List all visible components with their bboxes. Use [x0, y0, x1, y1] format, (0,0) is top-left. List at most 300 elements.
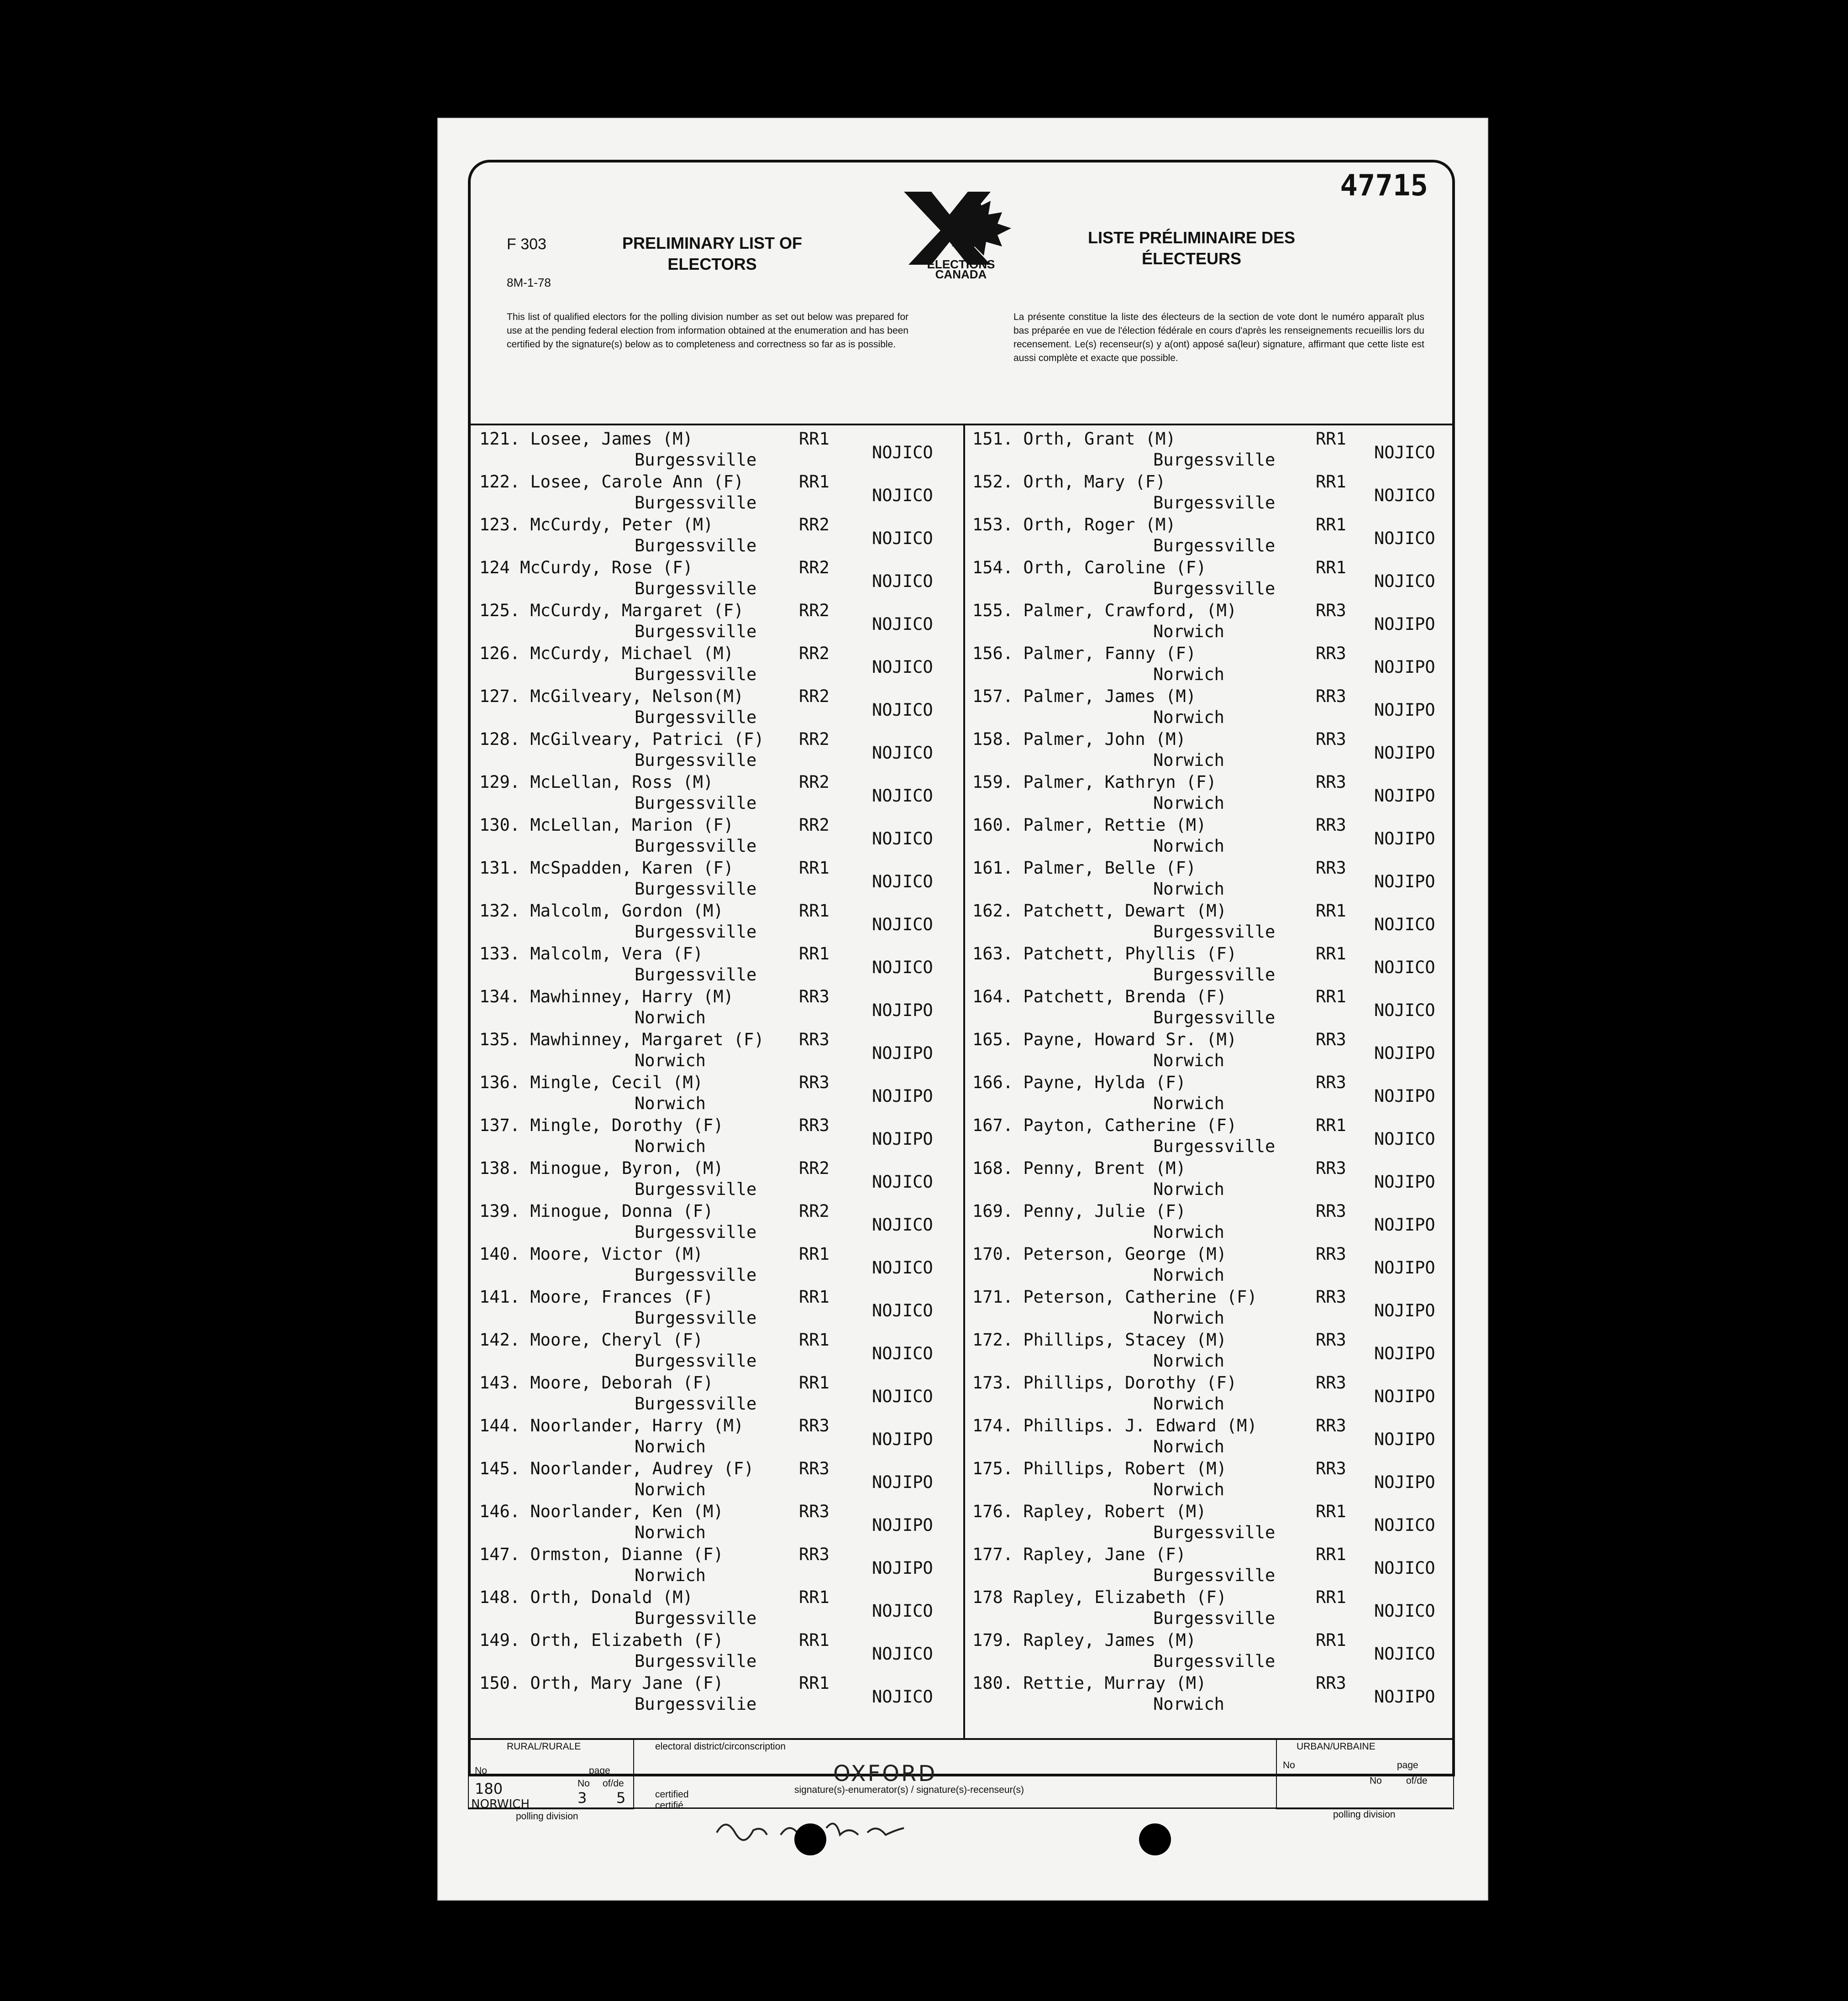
elector-place: Burgessville — [635, 579, 757, 598]
elector-postal-code: NOJICO — [872, 1301, 933, 1320]
urban-page-label: page — [1397, 1760, 1418, 1771]
elector-number-and-name — [972, 686, 1196, 706]
elector-entry — [972, 858, 1456, 901]
elector-postal-code: NOJIPO — [1374, 1472, 1435, 1492]
elector-postal-code: NOJICO — [872, 1344, 933, 1363]
elector-entry — [972, 429, 1456, 472]
title-french: LISTE PRÉLIMINAIRE DES ÉLECTEURS — [1087, 228, 1296, 268]
elector-name: Moore, Deborah (F) — [530, 1373, 714, 1393]
elector-number-and-name — [972, 644, 1196, 663]
elector-route: RR3 — [799, 987, 830, 1006]
elector-number: 127. — [479, 686, 520, 706]
elector-route: RR3 — [1316, 601, 1346, 620]
elector-name: Orth, Roger (M) — [1023, 515, 1176, 534]
elector-entry — [479, 429, 963, 472]
elector-entry — [479, 644, 963, 686]
elector-entry — [972, 1201, 1456, 1244]
elector-postal-code: NOJICO — [872, 872, 933, 891]
elector-name: Malcolm, Vera (F) — [530, 944, 704, 964]
elector-postal-code: NOJIPO — [872, 1086, 933, 1106]
elector-name: Palmer, Crawford, (M) — [1023, 601, 1237, 620]
elector-name: McLellan, Marion (F) — [530, 815, 734, 835]
elector-entry — [479, 1545, 963, 1587]
elector-number: 146. — [479, 1502, 520, 1521]
elector-name: Rapley, Robert (M) — [1023, 1502, 1207, 1521]
elector-entry — [972, 901, 1456, 944]
rural-of-label: of/de — [603, 1778, 624, 1789]
elector-place: Burgessville — [635, 1651, 757, 1671]
elector-route: RR1 — [799, 901, 830, 921]
elector-entry — [972, 1630, 1456, 1673]
elector-entry — [479, 1116, 963, 1158]
rural-division-place: NORWICH — [471, 1797, 530, 1811]
elector-postal-code: NOJICO — [872, 1644, 933, 1664]
polling-division-label: polling division — [516, 1811, 578, 1822]
elector-route: RR1 — [799, 1287, 830, 1307]
elector-number-and-name — [972, 1416, 1257, 1435]
elector-place: Burgessville — [635, 1265, 757, 1285]
elector-number: 157. — [972, 686, 1013, 706]
elector-place: Norwich — [635, 1137, 706, 1156]
elector-name: McCurdy, Michael (M) — [530, 644, 734, 663]
intro-text-english: This list of qualified electors for the polling division number as set out below was prepared for use at the pending federal election from information obtained at the enumeration and has been certified by the signature(s) below as to completeness and correctness so far as is possible. — [507, 312, 908, 350]
elector-number-and-name — [972, 1545, 1186, 1564]
elector-name: Losee, James (M) — [530, 429, 693, 449]
elector-name: Penny, Julie (F) — [1023, 1201, 1186, 1221]
elector-entry — [479, 1502, 963, 1545]
elector-place: Norwich — [1153, 665, 1224, 684]
elector-route: RR1 — [799, 429, 830, 449]
elector-place: Norwich — [1153, 793, 1224, 813]
elector-number: 147. — [479, 1545, 520, 1564]
elector-entry — [479, 1158, 963, 1201]
elector-entry — [972, 772, 1456, 815]
elector-postal-code: NOJIPO — [1374, 1043, 1435, 1063]
elector-route: RR2 — [799, 558, 830, 577]
list-top-rule — [468, 424, 1452, 425]
punch-hole-right — [1139, 1823, 1171, 1855]
elector-number-and-name — [479, 686, 744, 706]
elector-postal-code: NOJICO — [872, 700, 933, 720]
elector-number-and-name — [972, 1158, 1186, 1178]
elector-number: 174. — [972, 1416, 1013, 1435]
elector-name: Palmer, John (M) — [1023, 729, 1186, 749]
elector-place: Norwich — [635, 1480, 706, 1499]
elector-place: Norwich — [635, 1008, 706, 1027]
elector-number-and-name — [972, 729, 1186, 749]
elector-postal-code: NOJIPO — [1374, 1172, 1435, 1192]
elector-name: Palmer, Belle (F) — [1023, 858, 1197, 878]
elector-route: RR1 — [799, 1587, 830, 1607]
elector-name: Palmer, Kathryn (F) — [1023, 772, 1217, 792]
elector-number-and-name — [972, 772, 1217, 792]
elector-place: Burgessville — [635, 493, 757, 513]
elector-place: Burgessville — [635, 965, 757, 985]
elector-number-and-name — [972, 1459, 1227, 1478]
elector-number: 156. — [972, 644, 1013, 663]
elector-number: 145. — [479, 1459, 520, 1478]
elector-place: Norwich — [1153, 836, 1224, 856]
elector-entry — [972, 1373, 1456, 1416]
elector-entry — [972, 601, 1456, 644]
elector-number: 169. — [972, 1201, 1013, 1221]
elector-number-and-name — [479, 1587, 693, 1607]
elector-route: RR3 — [799, 1545, 830, 1564]
elector-postal-code: NOJICO — [872, 571, 933, 591]
elector-postal-code: NOJICO — [872, 443, 933, 462]
elector-name: Phillips. J. Edward (M) — [1023, 1416, 1257, 1435]
elector-route: RR3 — [1316, 1459, 1346, 1478]
elector-postal-code: NOJIPO — [1374, 1387, 1435, 1406]
urban-no-label: No — [1283, 1760, 1295, 1771]
elector-entry — [972, 1502, 1456, 1545]
elector-name: Penny, Brent (M) — [1023, 1158, 1186, 1178]
elector-postal-code: NOJICO — [872, 958, 933, 977]
elector-number: 125. — [479, 601, 520, 620]
elector-postal-code: NOJIPO — [1374, 657, 1435, 677]
rural-division-number: 180 — [475, 1780, 503, 1797]
elector-entry — [479, 729, 963, 772]
elector-route: RR3 — [1316, 815, 1346, 835]
intro-text-french: La présente constitue la liste des électeurs de la section de vote dont le numéro apparaît plus bas préparée en vue de l'élection fédérale en cours d'après les renseignements recueillis lors du recensement. Le(s) recenseur(s) y a(ont) apposé sa(leur) signature, affirmant que cette liste est aussi complète et exacte que possible. — [1013, 312, 1424, 363]
elector-route: RR3 — [1316, 1673, 1346, 1693]
elector-postal-code: NOJIPO — [1374, 1086, 1435, 1106]
elector-number-and-name — [972, 901, 1227, 921]
urban-label: URBAN/URBAINE — [1297, 1741, 1376, 1752]
elector-route: RR1 — [799, 1330, 830, 1350]
elector-place: Norwich — [1153, 1222, 1224, 1242]
title-english: PRELIMINARY LIST OF ELECTORS — [622, 234, 802, 273]
elector-number: 179. — [972, 1630, 1013, 1650]
elector-name: Patchett, Dewart (M) — [1023, 901, 1227, 921]
elector-name: Malcolm, Gordon (M) — [530, 901, 724, 921]
elector-entry — [479, 1030, 963, 1073]
elector-route: RR1 — [799, 944, 830, 964]
elector-place: Burgessville — [1153, 536, 1276, 555]
elector-route: RR3 — [799, 1416, 830, 1435]
elector-name: Orth, Mary (F) — [1023, 472, 1166, 492]
elector-entry — [972, 987, 1456, 1030]
svg-text:ELECTIONS: ELECTIONS — [927, 257, 995, 271]
elector-number: 143. — [479, 1373, 520, 1393]
elector-entry — [479, 1587, 963, 1630]
elector-number: 138. — [479, 1158, 520, 1178]
elector-entry — [479, 1073, 963, 1116]
elector-place: Norwich — [635, 1437, 706, 1456]
elector-postal-code: NOJIPO — [1374, 743, 1435, 763]
elector-name: Noorlander, Ken (M) — [530, 1502, 724, 1521]
elector-name: Minogue, Donna (F) — [530, 1201, 714, 1221]
elector-entry — [479, 1416, 963, 1459]
elector-postal-code: NOJICO — [1374, 529, 1435, 548]
elector-name: McGilveary, Patrici (F) — [530, 729, 764, 749]
elector-entry — [479, 901, 963, 944]
elector-number-and-name — [479, 815, 734, 835]
elector-entry — [479, 1630, 963, 1673]
elector-postal-code: NOJICO — [872, 1687, 933, 1707]
elector-place: Burgessville — [635, 836, 757, 856]
elector-entry — [479, 1244, 963, 1287]
elector-name: Mawhinney, Margaret (F) — [530, 1030, 764, 1049]
elector-place: Burgessville — [635, 536, 757, 555]
elector-number-and-name — [479, 1330, 703, 1350]
elector-route: RR2 — [799, 644, 830, 663]
elector-number-and-name — [479, 858, 734, 878]
elector-entry — [972, 1459, 1456, 1502]
elector-place: Norwich — [1153, 1480, 1224, 1499]
elector-route: RR1 — [1316, 515, 1346, 534]
elector-place: Burgessville — [635, 707, 757, 727]
elector-name: Noorlander, Audrey (F) — [530, 1459, 754, 1478]
elector-number: 152. — [972, 472, 1013, 492]
elector-name: Rapley, Jane (F) — [1023, 1545, 1186, 1564]
elector-entry — [972, 1330, 1456, 1373]
elector-route: RR2 — [799, 686, 830, 706]
elector-postal-code: NOJICO — [872, 1215, 933, 1235]
elector-route: RR1 — [1316, 1630, 1346, 1650]
elector-number-and-name — [972, 1116, 1237, 1135]
elector-name: Rapley, James (M) — [1023, 1630, 1197, 1650]
elector-place: Burgessville — [1153, 1566, 1276, 1585]
elector-place: Burgessville — [635, 922, 757, 942]
elector-number-and-name — [972, 987, 1227, 1006]
elector-number: 139. — [479, 1201, 520, 1221]
elector-route: RR1 — [1316, 558, 1346, 577]
elector-route: RR1 — [799, 472, 830, 492]
elector-name: Moore, Cheryl (F) — [530, 1330, 704, 1350]
elector-entry — [479, 1287, 963, 1330]
district-value: OXFORD — [833, 1761, 937, 1786]
elector-number-and-name — [479, 1459, 754, 1478]
elector-postal-code: NOJIPO — [1374, 1258, 1435, 1278]
elector-postal-code: NOJICO — [872, 1172, 933, 1192]
elector-entry — [972, 944, 1456, 987]
elector-number: 173. — [972, 1373, 1013, 1393]
elector-route: RR1 — [1316, 901, 1346, 921]
elector-route: RR3 — [1316, 1373, 1346, 1393]
elector-entry — [479, 1330, 963, 1373]
elector-place: Burgessville — [1153, 1651, 1276, 1671]
elector-name: Phillips, Dorothy (F) — [1023, 1373, 1237, 1393]
elector-place: Norwich — [635, 1523, 706, 1542]
elector-route: RR1 — [1316, 472, 1346, 492]
elector-number-and-name — [479, 644, 734, 663]
elector-number-and-name — [479, 772, 713, 792]
elector-route: RR1 — [1316, 1545, 1346, 1564]
elector-postal-code: NOJIPO — [1374, 829, 1435, 849]
elector-number-and-name — [972, 1073, 1186, 1092]
elector-number: 167. — [972, 1116, 1013, 1135]
elector-entry — [479, 1373, 963, 1416]
elector-number-and-name — [479, 1373, 713, 1393]
electors-column-left — [479, 429, 963, 1716]
rural-no-label: No — [475, 1765, 487, 1776]
elector-postal-code: NOJIPO — [872, 1043, 933, 1063]
elector-number: 148. — [479, 1587, 520, 1607]
elector-place: Norwich — [635, 1051, 706, 1070]
elector-number: 144. — [479, 1416, 520, 1435]
elector-name: Phillips, Robert (M) — [1023, 1459, 1227, 1478]
elector-number-and-name — [479, 1545, 724, 1564]
elector-route: RR1 — [1316, 1587, 1346, 1607]
elector-route: RR2 — [799, 1158, 830, 1178]
elector-number: 175. — [972, 1459, 1013, 1478]
elector-number: 161. — [972, 858, 1013, 878]
elector-number-and-name — [479, 472, 744, 492]
urban-of-label: of/de — [1406, 1776, 1428, 1786]
elector-route: RR2 — [799, 772, 830, 792]
elector-place: Burgessville — [635, 879, 757, 899]
elector-number: 171. — [972, 1287, 1013, 1307]
elector-number-and-name — [479, 1287, 713, 1307]
elector-number: 130. — [479, 815, 520, 835]
elector-route: RR3 — [1316, 1330, 1346, 1350]
elector-number-and-name — [479, 1416, 744, 1435]
elector-number: 178 — [972, 1587, 1003, 1607]
elector-place: Burgessville — [635, 450, 757, 470]
elector-postal-code: NOJIPO — [1374, 1301, 1435, 1320]
elector-name: McCurdy, Peter (M) — [530, 515, 714, 534]
elector-postal-code: NOJIPO — [1374, 614, 1435, 634]
elector-entry — [479, 944, 963, 987]
elector-postal-code: NOJICO — [1374, 1558, 1435, 1578]
elector-number: 141. — [479, 1287, 520, 1307]
form-date: 8M-1-78 — [507, 276, 551, 289]
elector-number: 142. — [479, 1330, 520, 1350]
page-total: 5 — [616, 1789, 626, 1807]
elector-route: RR3 — [799, 1502, 830, 1521]
elector-route: RR1 — [799, 1244, 830, 1264]
elector-postal-code: NOJICO — [1374, 1129, 1435, 1149]
elector-number-and-name — [972, 472, 1166, 492]
elector-name: McLellan, Ross (M) — [530, 772, 714, 792]
elector-number: 129. — [479, 772, 520, 792]
elector-place: Burgessville — [1153, 1137, 1276, 1156]
elector-number-and-name — [479, 1201, 713, 1221]
elector-postal-code: NOJICO — [1374, 486, 1435, 505]
urban-no2-label: No — [1370, 1776, 1382, 1786]
elector-entry — [972, 1545, 1456, 1587]
page-number: 3 — [578, 1789, 587, 1807]
elector-name: McSpadden, Karen (F) — [530, 858, 734, 878]
elector-route: RR2 — [799, 515, 830, 534]
elector-postal-code: NOJICO — [872, 1601, 933, 1621]
elector-number: 180. — [972, 1673, 1013, 1693]
elector-route: RR3 — [799, 1073, 830, 1092]
elector-number: 158. — [972, 729, 1013, 749]
elector-number: 136. — [479, 1073, 520, 1092]
elector-postal-code: NOJIPO — [872, 1472, 933, 1492]
elector-number-and-name — [972, 858, 1196, 878]
elector-number-and-name — [479, 1158, 724, 1178]
elector-postal-code: NOJICO — [872, 915, 933, 934]
elector-number-and-name — [972, 515, 1176, 534]
column-divider — [963, 425, 965, 1738]
elector-number-and-name — [972, 944, 1237, 964]
urban-polling-label: polling division — [1333, 1809, 1396, 1820]
elector-route: RR2 — [799, 601, 830, 620]
elector-postal-code: NOJICO — [872, 1258, 933, 1278]
elector-postal-code: NOJICO — [1374, 1515, 1435, 1535]
elector-postal-code: NOJIPO — [1374, 786, 1435, 806]
elector-number: 153. — [972, 515, 1013, 534]
rural-label: RURAL/RURALE — [507, 1741, 581, 1752]
elector-number: 123. — [479, 515, 520, 534]
elector-number: 155. — [972, 601, 1013, 620]
elector-number: 137. — [479, 1116, 520, 1135]
elector-route: RR3 — [1316, 1244, 1346, 1264]
elector-place: Norwich — [1153, 1694, 1224, 1714]
elector-route: RR3 — [1316, 858, 1346, 878]
elector-place: Burgessville — [635, 750, 757, 770]
elector-entry — [972, 1158, 1456, 1201]
elector-postal-code: NOJICO — [1374, 1000, 1435, 1020]
elector-name: McCurdy, Margaret (F) — [530, 601, 744, 620]
elector-entry — [479, 1201, 963, 1244]
elector-number: 170. — [972, 1244, 1013, 1264]
elector-number: 162. — [972, 901, 1013, 921]
serial-number: 47715 — [1340, 169, 1428, 203]
elector-name: Moore, Victor (M) — [530, 1244, 704, 1264]
elector-postal-code: NOJICO — [1374, 958, 1435, 977]
elector-number: 134. — [479, 987, 520, 1006]
elector-postal-code: NOJICO — [872, 1387, 933, 1406]
elector-entry — [972, 1673, 1456, 1716]
elector-place: Burgessville — [1153, 450, 1276, 470]
elector-entry — [972, 1416, 1456, 1459]
elector-postal-code: NOJICO — [872, 657, 933, 677]
signature-label: signature(s)-enumerator(s) / signature(s)-recenseur(s) — [794, 1785, 1024, 1795]
elector-place: Norwich — [1153, 879, 1224, 899]
elector-postal-code: NOJICO — [872, 786, 933, 806]
elector-route: RR2 — [799, 729, 830, 749]
elector-place: Burgessville — [1153, 965, 1276, 985]
elector-name: Phillips, Stacey (M) — [1023, 1330, 1227, 1350]
elector-number-and-name — [972, 1587, 1227, 1607]
elector-number-and-name — [479, 1673, 724, 1693]
elector-number-and-name — [479, 1030, 764, 1049]
elector-postal-code: NOJICO — [872, 743, 933, 763]
elector-number: 128. — [479, 729, 520, 749]
elector-postal-code: NOJIPO — [1374, 1344, 1435, 1363]
elector-route: RR1 — [799, 1373, 830, 1393]
elector-route: RR3 — [1316, 1201, 1346, 1221]
elector-name: Mawhinney, Harry (M) — [530, 987, 734, 1006]
elector-postal-code: NOJIPO — [872, 1515, 933, 1535]
rural-no2-label: No — [578, 1778, 590, 1789]
elector-postal-code: NOJIPO — [1374, 700, 1435, 720]
elector-place: Norwich — [1153, 750, 1224, 770]
elector-postal-code: NOJIPO — [1374, 1430, 1435, 1449]
elector-postal-code: NOJIPO — [872, 1558, 933, 1578]
elector-place: Burgessville — [1153, 1523, 1276, 1542]
elector-place: Norwich — [1153, 1308, 1224, 1328]
elector-name: Peterson, Catherine (F) — [1023, 1287, 1257, 1307]
elector-entry — [972, 644, 1456, 686]
elector-number: 160. — [972, 815, 1013, 835]
elector-entry — [972, 1116, 1456, 1158]
elector-name: Moore, Frances (F) — [530, 1287, 714, 1307]
elector-name: Patchett, Phyllis (F) — [1023, 944, 1237, 964]
elector-name: Patchett, Brenda (F) — [1023, 987, 1227, 1006]
elector-number: 132. — [479, 901, 520, 921]
elector-entry — [972, 558, 1456, 601]
electors-list-sheet — [437, 118, 1488, 1901]
elector-number-and-name — [972, 601, 1237, 620]
elector-postal-code: NOJIPO — [1374, 1215, 1435, 1235]
elector-entry — [479, 601, 963, 644]
elector-route: RR3 — [1316, 1073, 1346, 1092]
